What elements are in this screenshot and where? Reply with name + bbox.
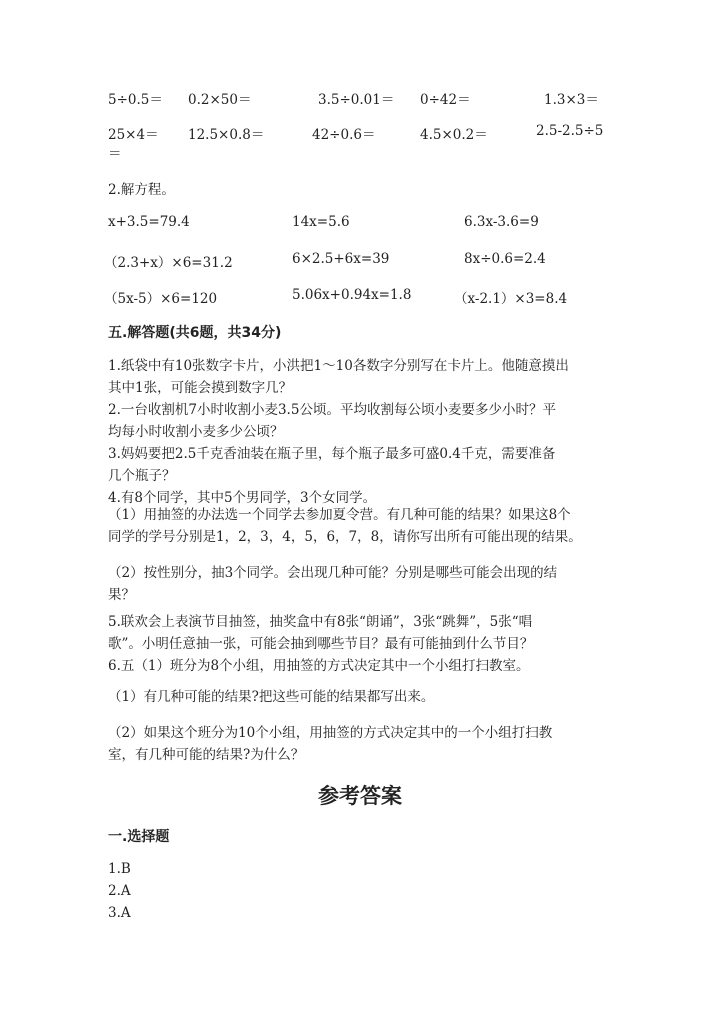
equation: 5.06x+0.94x=1.8: [292, 287, 412, 303]
calc-item: 25×4＝: [108, 127, 159, 143]
question-4-part-2: [108, 562, 612, 606]
question-line: 果？: [108, 587, 135, 603]
question-line: 1.纸袋中有10张数字卡片，小洪把1～10各数字分别写在卡片上。他随意摸出: [108, 358, 569, 374]
question-line: 室，有几种可能的结果?为什么？: [108, 747, 305, 763]
question-line: 同学的学号分别是1，2，3，4，5，6，7，8，请你写出所有可能出现的结果。: [108, 529, 582, 545]
question-line: 4.有8个同学，其中5个男同学，3个女同学。: [108, 490, 377, 506]
question-line: 3.妈妈要把2.5千克香油装在瓶子里，每个瓶子最多可盛0.4千克，需要准备: [108, 446, 556, 462]
question-6-part-1: [108, 686, 612, 708]
equation: （x-2.1）×3=8.4: [454, 291, 568, 307]
equation: 14x=5.6: [292, 214, 350, 230]
question-line: （1）有几种可能的结果?把这些可能的结果都写出来。: [108, 689, 435, 705]
equation: x+3.5=79.4: [108, 214, 190, 230]
equation: （5x-5）×6=120: [104, 291, 218, 307]
question-line: 5.联欢会上表演节目抽签，抽奖盒中有8张“朗诵”，3张“跳舞”，5张“唱: [108, 614, 533, 630]
calc-item: 2.5-2.5÷5: [536, 123, 604, 139]
question-line: 几个瓶子？: [108, 468, 176, 484]
question-line: （1）用抽签的办法选一个同学去参加夏令营。有几种可能的结果？如果这8个: [108, 507, 571, 523]
calc-item: 0.2×50＝: [188, 92, 252, 108]
calc-item: 12.5×0.8＝: [188, 127, 265, 143]
equation-row-3: [104, 287, 612, 309]
solve-title: 2.解方程。: [108, 182, 175, 198]
question-line: 2.一台收割机7小时收割小麦3.5公顷。平均收割每公顷小麦要多少小时？平: [108, 402, 556, 418]
equation: 8x÷0.6=2.4: [464, 251, 546, 267]
answers-title: 参考答案: [318, 784, 402, 808]
question-5: [108, 611, 612, 677]
section-heading: 五.解答题(共6题，共34分): [108, 325, 282, 341]
calc-item: 5÷0.5＝: [108, 92, 163, 108]
answer-item: 2.A: [108, 883, 131, 899]
equation: 6×2.5+6x=39: [292, 251, 390, 267]
answer-list: [108, 858, 612, 924]
question-line: 歌”。小明任意抽一张，可能会抽到哪些节目？最有可能抽到什么节目？: [108, 636, 534, 652]
calc-item: 3.5÷0.01＝: [318, 92, 395, 108]
calc-row-2-wrap: ＝: [108, 146, 122, 162]
calc-item: 0÷42＝: [420, 92, 471, 108]
question-line: （2）如果这个班分为10个小组，用抽签的方式决定其中的一个小组打扫教: [108, 725, 553, 741]
answers-heading: 一.选择题: [108, 829, 170, 845]
question-line: （2）按性别分，抽3个同学。会出现几种可能？分别是哪些可能会出现的结: [108, 565, 558, 581]
equation: 6.3x-3.6=9: [464, 214, 539, 230]
equation-row-2: [104, 251, 612, 273]
question-1: [108, 355, 612, 509]
answer-item: 1.B: [108, 861, 131, 877]
question-line: 其中1张，可能会摸到数字几？: [108, 380, 293, 396]
question-6-part-2: [108, 722, 612, 766]
calc-item: 4.5×0.2＝: [420, 127, 488, 143]
question-line: 6.五（1）班分为8个小组，用抽签的方式决定其中一个小组打扫教室。: [108, 658, 530, 674]
calc-item: 42÷0.6＝: [312, 127, 376, 143]
calc-item: 1.3×3＝: [544, 92, 599, 108]
equation: （2.3+x）×6=31.2: [104, 255, 233, 271]
calc-row-1: [108, 88, 612, 110]
question-line: 均每小时收割小麦多少公顷？: [108, 424, 284, 440]
equation-row-1: [108, 214, 612, 236]
question-4-part-1: [108, 504, 612, 548]
answer-item: 3.A: [108, 905, 131, 921]
